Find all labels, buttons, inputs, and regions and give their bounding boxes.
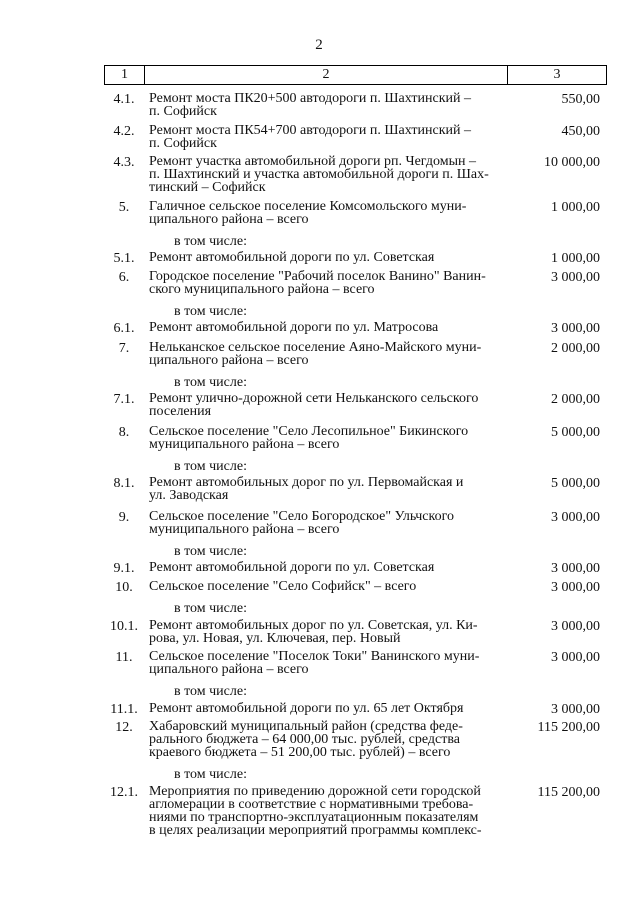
row-description: [149, 510, 515, 536]
description-line: Ремонт автомобильных дорог по ул. Советская, ул. Ки-: [149, 618, 478, 633]
row-number: 11.: [115, 650, 133, 665]
row-number: 7.: [118, 341, 130, 356]
row-amount: 3 000,00: [551, 650, 600, 665]
description-line: Нельканское сельское поселение Аяно-Майского муни-: [149, 340, 482, 355]
row-description: [149, 580, 515, 593]
row-description: [149, 619, 515, 645]
subheading-including: в том числе:: [174, 684, 247, 699]
subheading-including: в том числе:: [174, 544, 247, 559]
description-line: Галичное сельское поселение Комсомольского муни-: [149, 199, 467, 214]
description-line: рального бюджета – 64 000,00 тыс. рублей, средства: [149, 732, 460, 747]
row-amount: 5 000,00: [551, 476, 600, 491]
description-line: муниципального района – всего: [149, 522, 340, 537]
row-number: 4.2.: [113, 124, 135, 139]
description-line: Сельское поселение "Село Софийск" – всего: [149, 579, 417, 594]
row-number: 5.1.: [113, 251, 135, 266]
description-line: ципального района – всего: [149, 353, 309, 368]
row-description: [149, 124, 515, 150]
description-line: ского муниципального района – всего: [149, 282, 375, 297]
row-number: 6.1.: [113, 321, 135, 336]
row-amount: 1 000,00: [551, 251, 600, 266]
header-col-3: 3: [553, 67, 561, 82]
description-line: рова, ул. Новая, ул. Ключевая, пер. Новый: [149, 631, 401, 646]
row-number: 10.: [115, 580, 133, 595]
description-line: Хабаровский муниципальный район (средства феде-: [149, 719, 463, 734]
row-description: [149, 392, 515, 418]
row-description: [149, 702, 515, 715]
table-header: [104, 65, 607, 85]
row-amount: 450,00: [561, 124, 600, 139]
description-line: Мероприятия по приведению дорожной сети городской: [149, 784, 481, 799]
description-line: поселения: [149, 404, 212, 419]
row-number: 12.: [115, 720, 133, 735]
row-description: [149, 720, 515, 759]
row-amount: 1 000,00: [551, 200, 600, 215]
row-description: [149, 200, 515, 226]
row-description: [149, 341, 515, 367]
description-line: Ремонт улично-дорожной сети Нельканского сельского: [149, 391, 479, 406]
description-line: ниями по транспортно-эксплуатационным показателям: [149, 810, 479, 825]
description-line: Сельское поселение "Поселок Токи" Ванинского муни-: [149, 649, 480, 664]
description-line: краевого бюджета – 51 200,00 тыс. рублей) – всего: [149, 745, 451, 760]
row-number: 4.3.: [113, 155, 135, 170]
subheading-including: в том числе:: [174, 234, 247, 249]
row-description: [149, 251, 515, 264]
description-line: ципального района – всего: [149, 662, 309, 677]
description-line: п. Софийск: [149, 136, 217, 151]
subheading-including: в том числе:: [174, 601, 247, 616]
row-number: 12.1.: [110, 785, 138, 800]
row-amount: 3 000,00: [551, 561, 600, 576]
page-number: 2: [315, 37, 323, 53]
row-number: 9.: [118, 510, 130, 525]
row-amount: 3 000,00: [551, 321, 600, 336]
subheading-including: в том числе:: [174, 459, 247, 474]
row-number: 9.1.: [113, 561, 135, 576]
row-number: 6.: [118, 270, 130, 285]
row-number: 11.1.: [110, 702, 138, 717]
description-line: Ремонт автомобильной дороги по ул. Советская: [149, 560, 435, 575]
row-description: [149, 425, 515, 451]
subheading-including: в том числе:: [174, 375, 247, 390]
row-amount: 550,00: [561, 92, 600, 107]
row-description: [149, 155, 515, 194]
row-amount: 3 000,00: [551, 702, 600, 717]
description-line: Ремонт автомобильных дорог по ул. Первомайская и: [149, 475, 464, 490]
row-description: [149, 476, 515, 502]
description-line: Сельское поселение "Село Лесопильное" Бикинского: [149, 424, 469, 439]
description-line: Ремонт моста ПК54+700 автодороги п. Шахтинский –: [149, 123, 471, 138]
row-description: [149, 785, 515, 837]
row-amount: 3 000,00: [551, 510, 600, 525]
row-amount: 10 000,00: [544, 155, 600, 170]
row-amount: 2 000,00: [551, 392, 600, 407]
row-description: [149, 270, 515, 296]
description-line: Ремонт автомобильной дороги по ул. Матросова: [149, 320, 439, 335]
description-line: тинский – Софийск: [149, 180, 266, 195]
row-description: [149, 92, 515, 118]
subheading-including: в том числе:: [174, 767, 247, 782]
row-description: [149, 561, 515, 574]
description-line: Ремонт автомобильной дороги по ул. 65 лет Октября: [149, 701, 464, 716]
row-number: 8.1.: [113, 476, 135, 491]
description-line: Ремонт участка автомобильной дороги рп. Чегдомын –: [149, 154, 476, 169]
row-number: 4.1.: [113, 92, 135, 107]
row-amount: 115 200,00: [537, 785, 600, 800]
header-col-1: 1: [105, 66, 145, 84]
row-number: 10.1.: [110, 619, 138, 634]
row-amount: 115 200,00: [537, 720, 600, 735]
description-line: Сельское поселение "Село Богородское" Ульчского: [149, 509, 454, 524]
row-amount: 3 000,00: [551, 619, 600, 634]
description-line: Городское поселение "Рабочий поселок Ванино" Ванин-: [149, 269, 486, 284]
row-number: 7.1.: [113, 392, 135, 407]
description-line: в целях реализации мероприятий программы комплекс-: [149, 823, 482, 838]
row-number: 8.: [118, 425, 130, 440]
row-amount: 3 000,00: [551, 270, 600, 285]
row-number: 5.: [118, 200, 130, 215]
row-amount: 2 000,00: [551, 341, 600, 356]
row-amount: 3 000,00: [551, 580, 600, 595]
description-line: Ремонт автомобильной дороги по ул. Советская: [149, 250, 435, 265]
row-description: [149, 650, 515, 676]
row-description: [149, 321, 515, 334]
description-line: ул. Заводская: [149, 488, 229, 503]
description-line: муниципального района – всего: [149, 437, 340, 452]
description-line: агломерации в соответствие с нормативными требова-: [149, 797, 474, 812]
header-col-2: 2: [145, 66, 508, 84]
row-amount: 5 000,00: [551, 425, 600, 440]
description-line: Ремонт моста ПК20+500 автодороги п. Шахтинский –: [149, 91, 471, 106]
subheading-including: в том числе:: [174, 304, 247, 319]
description-line: п. Софийск: [149, 104, 217, 119]
description-line: ципального района – всего: [149, 212, 309, 227]
description-line: п. Шахтинский и участка автомобильной дороги п. Шах-: [149, 167, 489, 182]
